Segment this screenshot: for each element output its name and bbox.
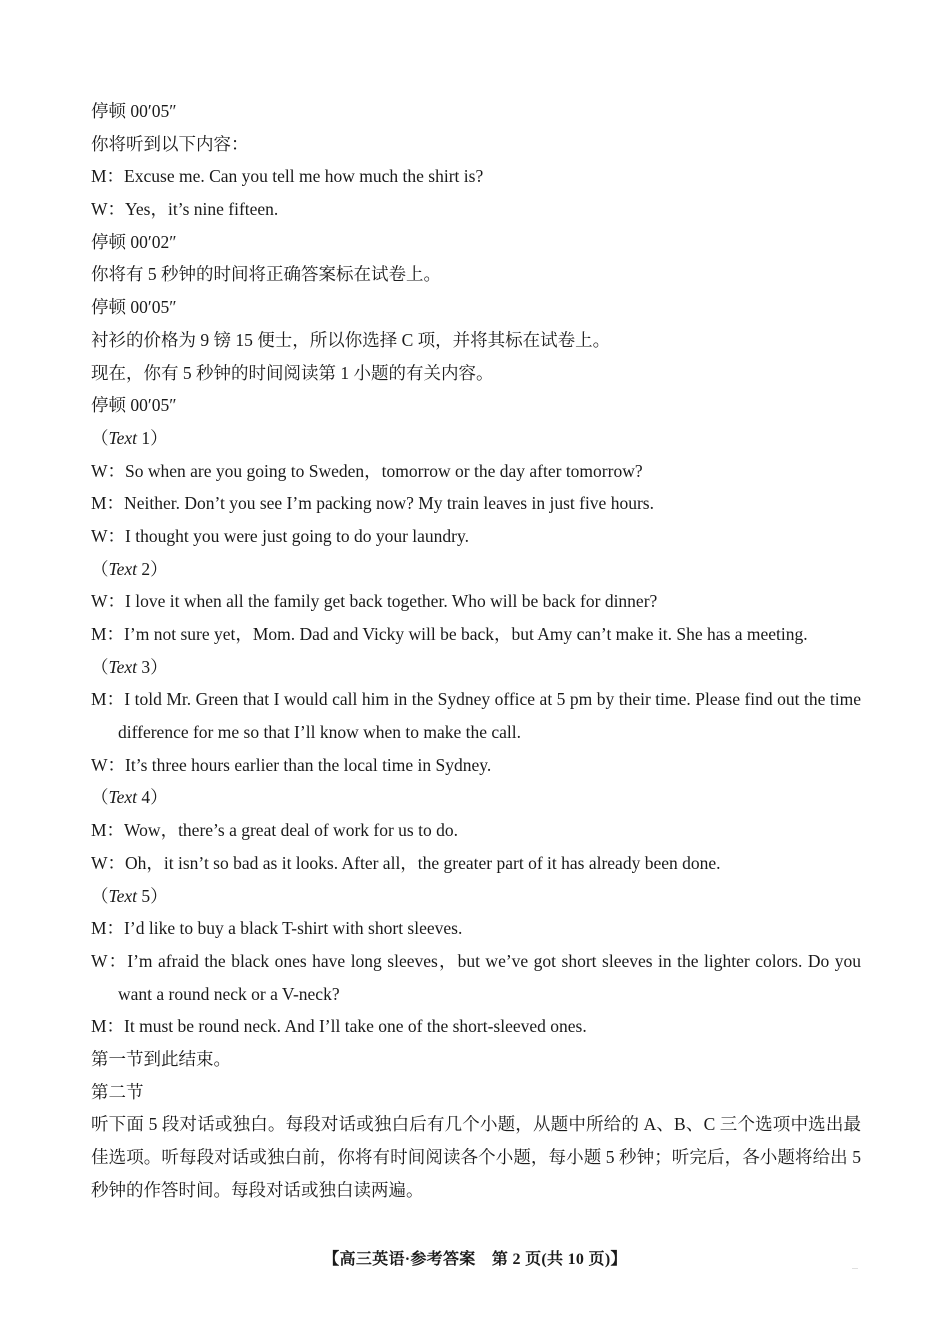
section-end: 第一节到此结束。 bbox=[91, 1049, 231, 1070]
intro-line: 你将听到以下内容： bbox=[91, 133, 249, 154]
text-label: （Text 5） bbox=[91, 885, 168, 906]
corner-mark: ... bbox=[852, 1262, 858, 1271]
pause-line: 停顿 00′05″ bbox=[91, 101, 177, 121]
document-body bbox=[91, 95, 861, 1207]
dialogue-turn: W：So when are you going to Sweden，tomorrow or the day after tomorrow? bbox=[91, 460, 643, 481]
dialogue-turn: W：I thought you were just going to do your laundry. bbox=[91, 525, 469, 546]
text-label: （Text 3） bbox=[91, 656, 168, 677]
dialogue-turn: M：I’d like to buy a black T-shirt with short sleeves. bbox=[91, 918, 463, 939]
text-label: （Text 4） bbox=[91, 787, 168, 808]
pause-line: 停顿 00′05″ bbox=[91, 395, 177, 416]
dialogue-turn: W：Yes，it’s nine fifteen. bbox=[91, 199, 279, 220]
instruction-line: 现在，你有 5 秒钟的时间阅读第 1 小题的有关内容。 bbox=[91, 362, 494, 383]
dialogue-turn: W：It’s three hours earlier than the local time in Sydney. bbox=[91, 754, 492, 775]
dialogue-turn: M：I’m not sure yet，Mom. Dad and Vicky will be back，but Amy can’t make it. She has a meeting. bbox=[91, 624, 808, 644]
dialogue-turn: M：Wow，there’s a great deal of work for us to do. bbox=[91, 820, 458, 841]
section-title: 第二节 bbox=[91, 1081, 144, 1102]
dialogue-turn: W：I love it when all the family get back together. Who will be back for dinner? bbox=[91, 591, 658, 612]
pause-line: 停顿 00′02″ bbox=[91, 231, 177, 252]
dialogue-turn: M：Excuse me. Can you tell me how much the shirt is? bbox=[91, 166, 484, 187]
dialogue-turn: M：It must be round neck. And I’ll take one of the short-sleeved ones. bbox=[91, 1016, 587, 1037]
pause-line: 停顿 00′05″ bbox=[91, 297, 177, 318]
dialogue-turn: W：Oh，it isn’t so bad as it looks. After all，the greater part of it has already been done. bbox=[91, 852, 721, 873]
dialogue-turn: M：I told Mr. Green that I would call him in the Sydney office at 5 pm by their time. Please find out the time difference for me so that I’ll know when to make the call. bbox=[91, 689, 861, 743]
page-footer: 【高三英语·参考答案 第 2 页(共 10 页)】 bbox=[323, 1251, 627, 1268]
text-label: （Text 2） bbox=[91, 558, 168, 579]
dialogue-turn: M：Neither. Don’t you see I’m packing now? My train leaves in just five hours. bbox=[91, 493, 654, 514]
section-instructions: 听下面 5 段对话或独白。每段对话或独白后有几个小题，从题中所给的 A、B、C 三个选项中选出最佳选项。听每段对话或独白前，你将有时间阅读各个小题，每小题 5 秒钟；听完后，各小题将给出 5 秒钟的作答时间。每段对话或独白读两遍。 bbox=[91, 1114, 861, 1200]
dialogue-turn: W：I’m afraid the black ones have long sleeves，but we’ve got short sleeves in the lighter colors. Do you want a round neck or a V-neck? bbox=[91, 950, 861, 1004]
instruction-line: 你将有 5 秒钟的时间将正确答案标在试卷上。 bbox=[91, 264, 441, 285]
instruction-line: 衬衫的价格为 9 镑 15 便士，所以你选择 C 项，并将其标在试卷上。 bbox=[91, 329, 611, 350]
text-label: （Text 1） bbox=[91, 427, 168, 448]
